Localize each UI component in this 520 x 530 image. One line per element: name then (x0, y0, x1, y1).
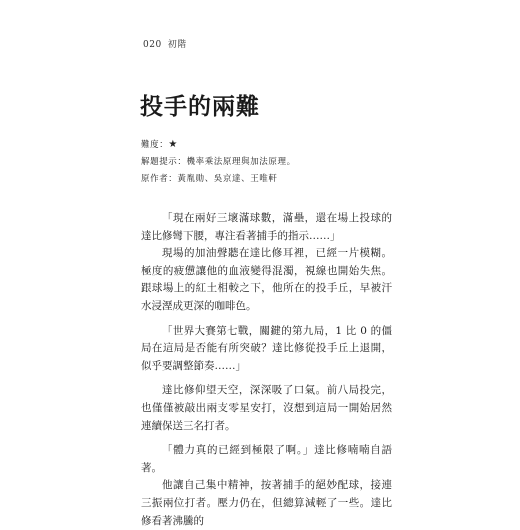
hint-line: 解題提示：機率乘法原理與加法原理。 (141, 157, 296, 167)
chapter-title: 投手的兩難 (140, 94, 260, 120)
difficulty-row (141, 136, 296, 154)
paragraph: 「世界大賽第七戰，關鍵的第九局，1 比 0 的僵局在這局是否能有所突破？達比修從投手丘上退開，似乎要調整節奏……」 (141, 324, 392, 372)
body-text (141, 210, 392, 530)
paragraph: 「體力真的已經到極限了啊。」達比修喃喃自語著。 (141, 444, 392, 474)
page-number: 020 (143, 40, 162, 50)
running-head (143, 37, 187, 50)
book-title: 初階 (167, 40, 187, 50)
difficulty-star-icon: ★ (168, 139, 178, 150)
puzzle-meta (141, 136, 296, 188)
difficulty-label: 難度： (141, 140, 169, 150)
authors-line: 原作者：黃胤勛、吳京達、王唯軒 (141, 174, 278, 184)
paragraph: 達比修仰望天空，深深吸了口氣。前八局投完，也僅僅被敲出兩支零星安打，沒想到這局一開始居然連續保送三名打者。 (141, 384, 392, 432)
paragraph: 他讓自己集中精神，按著捕手的絕妙配球，接連三振兩位打者。壓力仍在，但總算減輕了一些。達比修看著沸騰的 (141, 479, 392, 527)
paragraph: 「現在兩好三壞滿球數，滿壘，還在場上投球的達比修彎下腰，專注看著捕手的指示……」 (141, 212, 392, 242)
paragraph: 現場的加油聲聽在達比修耳裡，已經一片模糊。極度的疲憊讓他的血液變得混濁，視線也開始失焦。跟球場上的紅土相較之下，他所在的投手丘，早被汗水浸溼成更深的咖啡色。 (141, 247, 392, 312)
